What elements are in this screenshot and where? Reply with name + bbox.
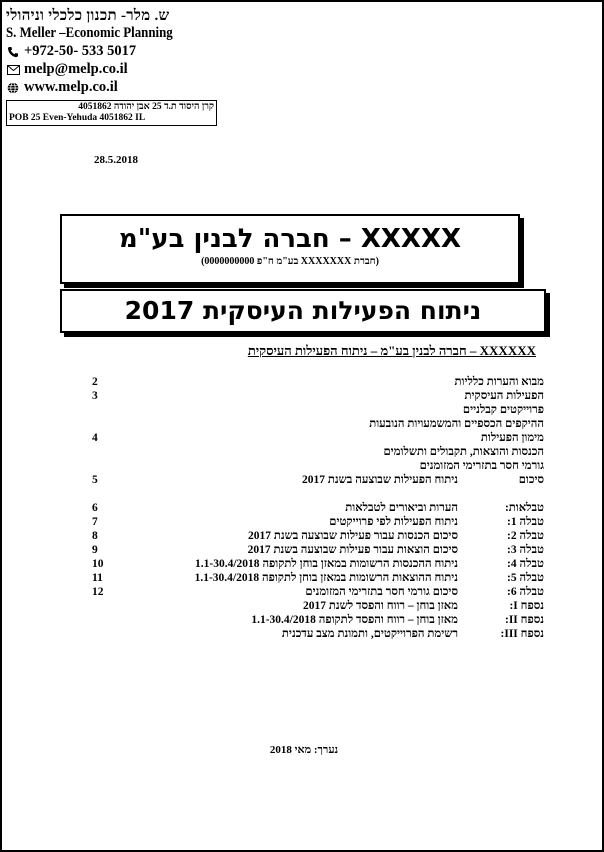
toc-table-row	[74, 530, 544, 544]
toc-appendix-row	[74, 600, 544, 614]
section-title: גורמי חסר בתזרימי המזומנים	[419, 460, 544, 472]
toc-heading: XXXXXX – חברה לבנין בע"מ – ניתוח הפעילות העיסקית	[247, 343, 536, 358]
toc-section-row	[74, 376, 544, 390]
address-hebrew: קרן היסוד ת.ד 25 אבן יהודה 4051862	[78, 102, 214, 112]
page-number: 2	[92, 376, 98, 388]
address-english: POB 25 Even-Yehuda 4051862 IL	[9, 113, 146, 123]
toc-section-row	[74, 432, 544, 446]
toc-table-row	[74, 572, 544, 586]
toc-section-row	[74, 418, 544, 432]
appendix-description: רשימת הפרוייקטים, ותמונת מצב עדכנית	[281, 628, 458, 640]
appendix-label: נספח III:	[500, 628, 544, 640]
appendix-label: נספח I:	[509, 600, 544, 612]
toc-table-row	[74, 544, 544, 558]
table-description: הערות וביאורים לטבלאות	[345, 502, 458, 514]
table-label: טבלה 2:	[507, 530, 544, 542]
table-description: ניתוח ההוצאות הרשומות במאזן בוחן לתקופה 1.1-30.4/2018	[194, 572, 458, 584]
page-number: 5	[92, 474, 98, 486]
globe-icon	[6, 81, 20, 95]
toc-appendix-row	[74, 614, 544, 628]
envelope-icon	[6, 63, 20, 77]
prepared-date: נערך: מאי 2018	[269, 744, 339, 756]
toc-table-row	[74, 558, 544, 572]
table-label: טבלאות:	[504, 502, 544, 514]
toc-table-row	[74, 586, 544, 600]
table-description: סיכום גורמי חסר בתזרימי המזומנים	[305, 586, 458, 598]
page-number: 4	[92, 432, 98, 444]
email-row	[6, 61, 226, 78]
page-number: 6	[92, 502, 98, 514]
page-number: 8	[92, 530, 98, 542]
section-title: מימון הפעילות	[480, 432, 544, 444]
table-label: טבלה 5:	[507, 572, 544, 584]
toc-section-row	[74, 460, 544, 474]
toc-table-row	[74, 516, 544, 530]
table-label: טבלה 6:	[507, 586, 544, 598]
appendix-description: מאזן בוחן – רווח והפסד לתקופה 1.1-30.4/2018	[251, 614, 458, 626]
section-title: הפעילות העיסקית	[464, 390, 544, 402]
phone-number: +972-50- 533 5017	[24, 43, 137, 59]
table-description: ניתוח הפעילות לפי פרוייקטים	[329, 516, 458, 528]
table-label: טבלה 4:	[507, 558, 544, 570]
page-number: 9	[92, 544, 98, 556]
page-number: 3	[92, 390, 98, 402]
section-title: מבוא והערות כלליות	[454, 376, 544, 388]
page-number: 12	[92, 586, 104, 598]
section-title: ההיקפים הכספיים והמשמעויות הנובעות	[369, 418, 544, 430]
toc-table-row	[74, 502, 544, 516]
table-description: סיכום הכנסות עבור פעילות שבוצעה בשנת 2017	[248, 530, 458, 542]
table-description: ניתוח ההכנסות הרשומות במאזן בוחן לתקופה 1.1-30.4/2018	[195, 558, 458, 570]
toc-section-row	[74, 390, 544, 404]
section-title: הכנסות והוצאות, תקבולים ותשלומים	[383, 446, 544, 458]
report-title: ניתוח הפעילות העיסקית 2017	[60, 289, 546, 333]
address-box	[6, 100, 217, 126]
email-address[interactable]: melp@melp.co.il	[24, 61, 128, 77]
table-label: טבלה 1:	[507, 516, 544, 528]
letterhead	[6, 8, 226, 126]
company-title: XXXXX – חברה לבנין בע"מ	[118, 224, 462, 254]
website-url[interactable]: www.melp.co.il	[24, 79, 118, 95]
section-description: ניתוח הפעילות שבוצעה בשנת 2017	[302, 474, 458, 486]
section-title: סיכום	[518, 474, 544, 486]
table-label: טבלה 3:	[507, 544, 544, 556]
company-subtitle: (חברת XXXXXXX בע"מ ח"פ 0000000000)	[201, 256, 379, 267]
document-date: 28.5.2018	[94, 154, 138, 166]
toc-section-row	[74, 404, 544, 418]
appendix-label: נספח II:	[504, 614, 544, 626]
toc-appendix-row	[74, 628, 544, 642]
page-number: 7	[92, 516, 98, 528]
title-box	[60, 214, 520, 284]
page-number: 10	[92, 558, 104, 570]
toc-section-row	[74, 446, 544, 460]
toc-section-row	[74, 474, 544, 488]
company-name-hebrew: ש. מלר- תכנון כלכלי וניהולי	[6, 8, 170, 24]
section-title: פרוייקטים קבלניים	[462, 404, 544, 416]
company-name-english: S. Meller –Economic Planning	[6, 25, 173, 41]
phone-row	[6, 43, 226, 60]
table-of-contents	[74, 376, 544, 642]
website-row	[6, 79, 226, 96]
page-number: 11	[92, 572, 103, 584]
phone-icon	[6, 45, 20, 59]
table-description: סיכום הוצאות עבור פעילות שבוצעה בשנת 2017	[247, 544, 458, 556]
appendix-description: מאזן בוחן – רווח והפסד לשנת 2017	[302, 600, 458, 612]
